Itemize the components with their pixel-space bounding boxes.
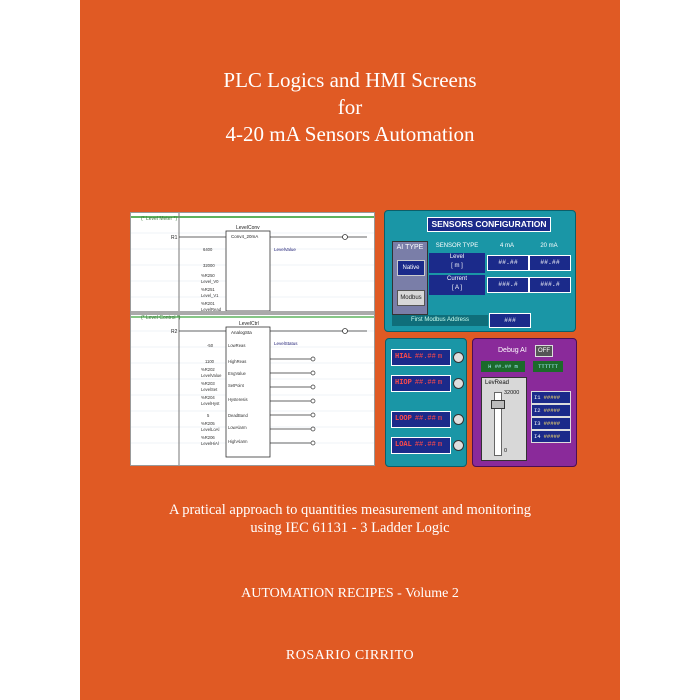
subtitle-line-2: using IEC 61131 - 3 Ladder Logic <box>250 520 450 536</box>
current-20ma-field[interactable]: ###.# <box>529 277 571 293</box>
alarm-row-hial[interactable] <box>391 349 451 366</box>
slider-thumb[interactable] <box>491 400 505 409</box>
levread-slider-box <box>481 377 527 461</box>
level-20ma-field[interactable]: ##.## <box>529 255 571 271</box>
svg-text:%R251: %R251 <box>201 287 215 292</box>
out2-label: LevelStatus <box>274 341 298 346</box>
slider-max: 32000 <box>504 390 520 396</box>
svg-text:LevelLoAl: LevelLoAl <box>201 427 220 432</box>
col-4ma: 4 mA <box>499 243 514 249</box>
block2-name: LevelCtrl <box>239 321 259 327</box>
modbus-button[interactable]: Modbus <box>397 290 425 306</box>
svg-text:-50: -50 <box>207 343 214 348</box>
alarm-row-loop[interactable] <box>391 411 451 428</box>
svg-text:LevelHyst: LevelHyst <box>201 401 220 406</box>
series-label: AUTOMATION RECIPES - Volume 2 <box>241 586 459 601</box>
alarm-tag: HIAL <box>395 353 412 361</box>
native-button[interactable]: Native <box>397 260 425 276</box>
svg-text:%R203: %R203 <box>201 381 215 386</box>
title-line-1: PLC Logics and HMI Screens <box>223 68 477 92</box>
in8-label: HighAlarm <box>228 439 248 444</box>
svg-text:%R202: %R202 <box>201 367 215 372</box>
in1-label: LowReas <box>228 343 246 348</box>
input-value: ##### <box>543 394 561 401</box>
col-20ma: 20 mA <box>540 243 558 249</box>
ladder-diagram <box>130 212 375 466</box>
in3-label: EngValue <box>228 371 246 376</box>
svg-text:%R201: %R201 <box>201 301 215 306</box>
input-label: I3 <box>534 420 541 427</box>
rung2-comment: (* Level Control *) <box>141 315 181 321</box>
in4-label: SetPoint <box>228 383 244 388</box>
alarm-unit: m <box>437 415 443 423</box>
svg-text:LevelSet: LevelSet <box>201 387 218 392</box>
debug-ai-panel <box>472 338 577 467</box>
debug-toggle[interactable]: OFF <box>535 345 553 357</box>
slider-min: 0 <box>504 448 508 454</box>
alarm-value: ##.## <box>414 353 436 361</box>
in6-label: DeadBand <box>228 413 248 418</box>
input-value: ##### <box>543 407 561 414</box>
rung1-comment: (* Level Meter *) <box>141 216 178 222</box>
in7-label: LowAlarm <box>228 425 247 430</box>
debug-input-i3[interactable] <box>531 417 571 430</box>
block-levelconv <box>226 231 270 311</box>
sensors-config-title: SENSORS CONFIGURATION <box>427 217 551 232</box>
input-label: I4 <box>534 433 541 440</box>
svg-text:%R250: %R250 <box>201 273 215 278</box>
col-sensor-type: SENSOR TYPE <box>435 243 479 249</box>
debug-tt-field[interactable]: TTTTTT <box>533 361 563 372</box>
title-line-2: for <box>337 95 363 119</box>
input-value: ##### <box>543 420 561 427</box>
modbus-address-label: First Modbus Address <box>392 315 488 326</box>
modbus-address-field[interactable]: ### <box>489 313 531 328</box>
alarm-unit: m <box>437 441 443 449</box>
svg-text:LevelValue: LevelValue <box>201 373 222 378</box>
alarm-unit: m <box>437 353 443 361</box>
author-name: ROSARIO CIRRITO <box>285 648 415 663</box>
alarm-value: ##.## <box>414 415 436 423</box>
alarm-indicator <box>453 378 464 389</box>
svg-text:6400: 6400 <box>203 247 213 252</box>
title-line-3: 4-20 mA Sensors Automation <box>225 122 475 146</box>
alarm-unit: m <box>437 379 443 387</box>
svg-text:1100: 1100 <box>205 359 215 364</box>
debug-input-i1[interactable] <box>531 391 571 404</box>
sensor-table <box>429 241 571 301</box>
sensors-config-panel <box>384 210 576 332</box>
alarm-indicator <box>453 414 464 425</box>
alarm-indicator <box>453 352 464 363</box>
alarm-tag: LOOP <box>395 415 412 423</box>
debug-input-i4[interactable] <box>531 430 571 443</box>
alarm-thresholds-panel <box>385 338 467 467</box>
rung1-label: R1 <box>171 235 178 241</box>
rung2-label: R2 <box>171 329 178 335</box>
row-level-label: Level [ m ] <box>429 253 485 273</box>
out1-label: LevelValue <box>274 247 296 252</box>
debug-ai-title: Debug AI <box>498 347 527 354</box>
svg-text:32000: 32000 <box>203 263 215 268</box>
svg-text:LevelHiAl: LevelHiAl <box>201 441 219 446</box>
alarm-row-hiop[interactable] <box>391 375 451 392</box>
book-cover <box>80 0 620 700</box>
svg-text:%R206: %R206 <box>201 435 215 440</box>
input-label: I2 <box>534 407 541 414</box>
block1-type: Conv4_20mA <box>231 234 259 239</box>
level-4ma-field[interactable]: ##.## <box>487 255 529 271</box>
alarm-value: ##.## <box>414 379 436 387</box>
svg-text:5: 5 <box>207 413 210 418</box>
in2-label: HighReas <box>228 359 247 364</box>
ai-type-box <box>392 241 428 315</box>
svg-text:%R205: %R205 <box>201 421 215 426</box>
svg-text:Level_V1: Level_V1 <box>201 293 219 298</box>
alarm-row-loal[interactable] <box>391 437 451 454</box>
svg-text:LevelRead: LevelRead <box>201 307 222 312</box>
in5-label: Hysteresis <box>228 397 248 402</box>
ai-type-label: AI TYPE <box>396 244 424 251</box>
input-label: I1 <box>534 394 541 401</box>
block1-name: LevelConv <box>236 225 260 231</box>
svg-text:Level_V0: Level_V0 <box>201 279 219 284</box>
alarm-value: ##.## <box>414 441 436 449</box>
subtitle-line-1: A pratical approach to quantities measurement and monitoring <box>169 502 531 518</box>
row-current-label: Current [ A ] <box>429 275 485 295</box>
svg-text:%R204: %R204 <box>201 395 215 400</box>
block2-type: AnalogSta <box>231 330 252 335</box>
debug-input-i2[interactable] <box>531 404 571 417</box>
alarm-tag: HIOP <box>395 379 412 387</box>
levread-label: LevRead <box>485 380 510 386</box>
debug-h-field[interactable]: H ##.## m <box>481 361 525 372</box>
current-4ma-field[interactable]: ###.# <box>487 277 529 293</box>
alarm-indicator <box>453 440 464 451</box>
alarm-tag: LOAL <box>395 441 412 449</box>
input-value: ##### <box>543 433 561 440</box>
